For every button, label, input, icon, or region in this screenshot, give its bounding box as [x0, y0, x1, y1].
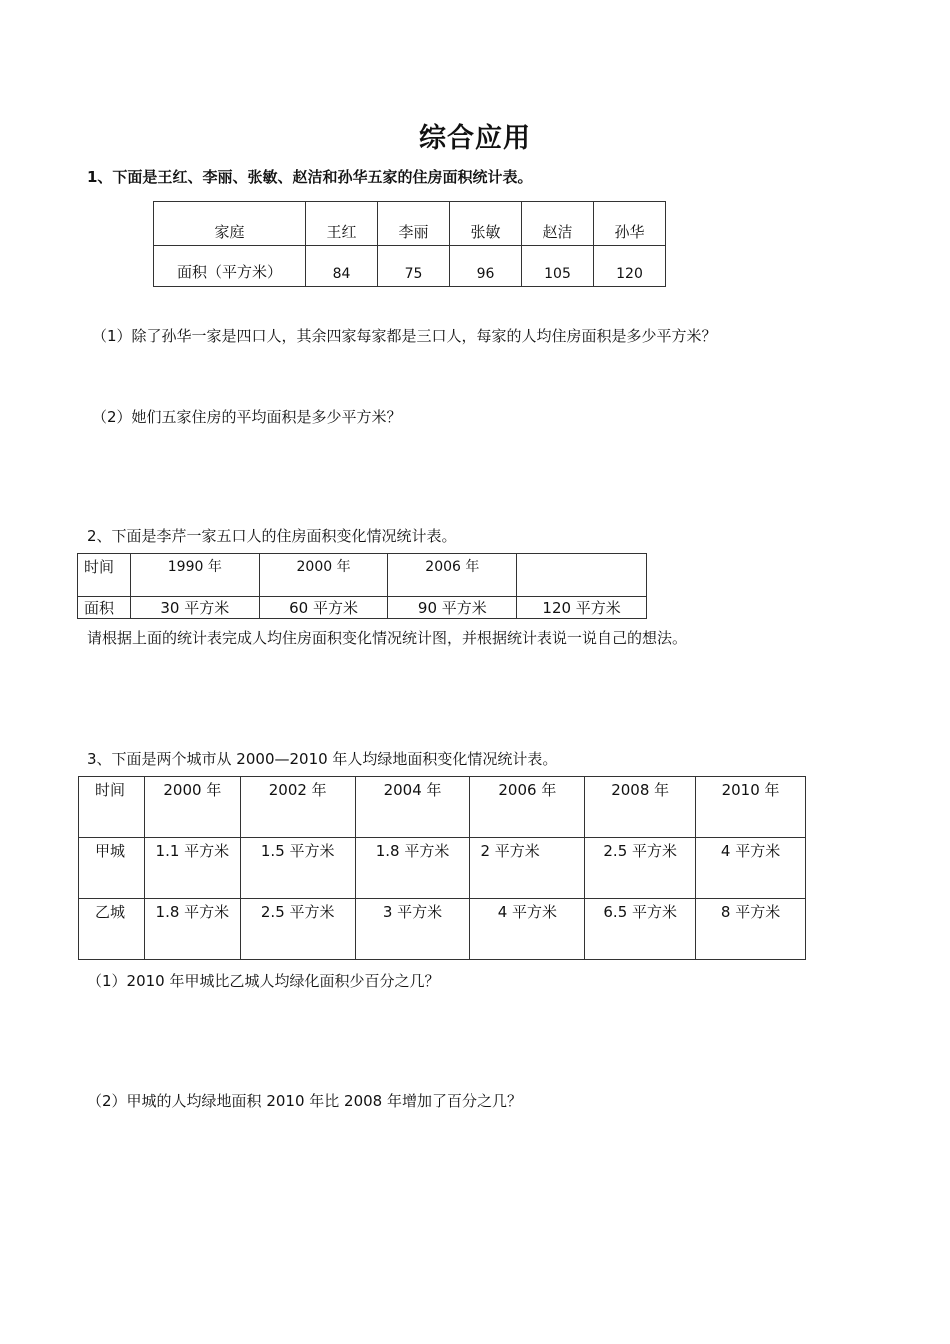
table-cell: 2000 年: [144, 777, 240, 838]
table-row: [78, 597, 647, 619]
table-cell: 王红: [306, 202, 378, 246]
table-cell: 乙城: [79, 899, 145, 960]
table-cell: 1.5 平方米: [240, 838, 355, 899]
table-cell: 4 平方米: [696, 838, 806, 899]
table-cell: 孙华: [594, 202, 666, 246]
q3-sub2: （2）甲城的人均绿地面积 2010 年比 2008 年增加了百分之几？: [87, 1092, 522, 1110]
table-cell: 120: [594, 246, 666, 287]
table-cell: 60 平方米: [259, 597, 388, 619]
table-cell: 90 平方米: [388, 597, 517, 619]
table-cell: 2010 年: [696, 777, 806, 838]
q3-table: [78, 776, 806, 960]
table-cell: 2 平方米: [470, 838, 585, 899]
table-cell: 2004 年: [355, 777, 470, 838]
table-cell: 96: [450, 246, 522, 287]
q1-heading: 1、下面是王红、李丽、张敏、赵洁和孙华五家的住房面积统计表。: [87, 168, 533, 186]
table-row: [154, 202, 666, 246]
table-cell: 75: [378, 246, 450, 287]
q2-heading: 2、下面是李芹一家五口人的住房面积变化情况统计表。: [87, 527, 457, 545]
table-cell: 2006 年: [388, 554, 517, 597]
q1-table: [153, 201, 666, 287]
table-cell: 6.5 平方米: [585, 899, 696, 960]
table-cell: 1990 年: [130, 554, 259, 597]
table-cell: 甲城: [79, 838, 145, 899]
table-row: [79, 899, 806, 960]
table-cell: 面积（平方米）: [154, 246, 306, 287]
table-row: [78, 554, 647, 597]
table-cell: 120 平方米: [517, 597, 647, 619]
q1-sub2: （2）她们五家住房的平均面积是多少平方米？: [92, 408, 402, 426]
page-title: 综合应用: [419, 123, 531, 154]
table-row: [154, 246, 666, 287]
table-cell: 2000 年: [259, 554, 388, 597]
table-cell: 李丽: [378, 202, 450, 246]
table-cell: 8 平方米: [696, 899, 806, 960]
table-cell: 张敏: [450, 202, 522, 246]
table-cell: 赵洁: [522, 202, 594, 246]
table-cell: [517, 554, 647, 597]
q1-sub1: （1）除了孙华一家是四口人，其余四家每家都是三口人，每家的人均住房面积是多少平方米？: [92, 327, 717, 345]
table-cell: 84: [306, 246, 378, 287]
table-cell: 1.1 平方米: [144, 838, 240, 899]
q3-heading: 3、下面是两个城市从 2000—2010 年人均绿地面积变化情况统计表。: [87, 750, 558, 768]
table-cell: 家庭: [154, 202, 306, 246]
q3-sub1: （1）2010 年甲城比乙城人均绿化面积少百分之几？: [87, 972, 440, 990]
table-cell: 2006 年: [470, 777, 585, 838]
table-cell: 2.5 平方米: [585, 838, 696, 899]
table-cell: 时间: [79, 777, 145, 838]
table-cell: 1.8 平方米: [144, 899, 240, 960]
table-cell: 30 平方米: [130, 597, 259, 619]
table-row: [79, 838, 806, 899]
table-cell: 2002 年: [240, 777, 355, 838]
q2-note: 请根据上面的统计表完成人均住房面积变化情况统计图，并根据统计表说一说自己的想法。: [87, 629, 688, 647]
table-cell: 2008 年: [585, 777, 696, 838]
q2-table: [77, 553, 647, 619]
table-cell: 105: [522, 246, 594, 287]
table-cell: 1.8 平方米: [355, 838, 470, 899]
table-cell: 4 平方米: [470, 899, 585, 960]
table-cell: 面积: [78, 597, 131, 619]
table-row: [79, 777, 806, 838]
table-cell: 时间: [78, 554, 131, 597]
table-cell: 2.5 平方米: [240, 899, 355, 960]
table-cell: 3 平方米: [355, 899, 470, 960]
